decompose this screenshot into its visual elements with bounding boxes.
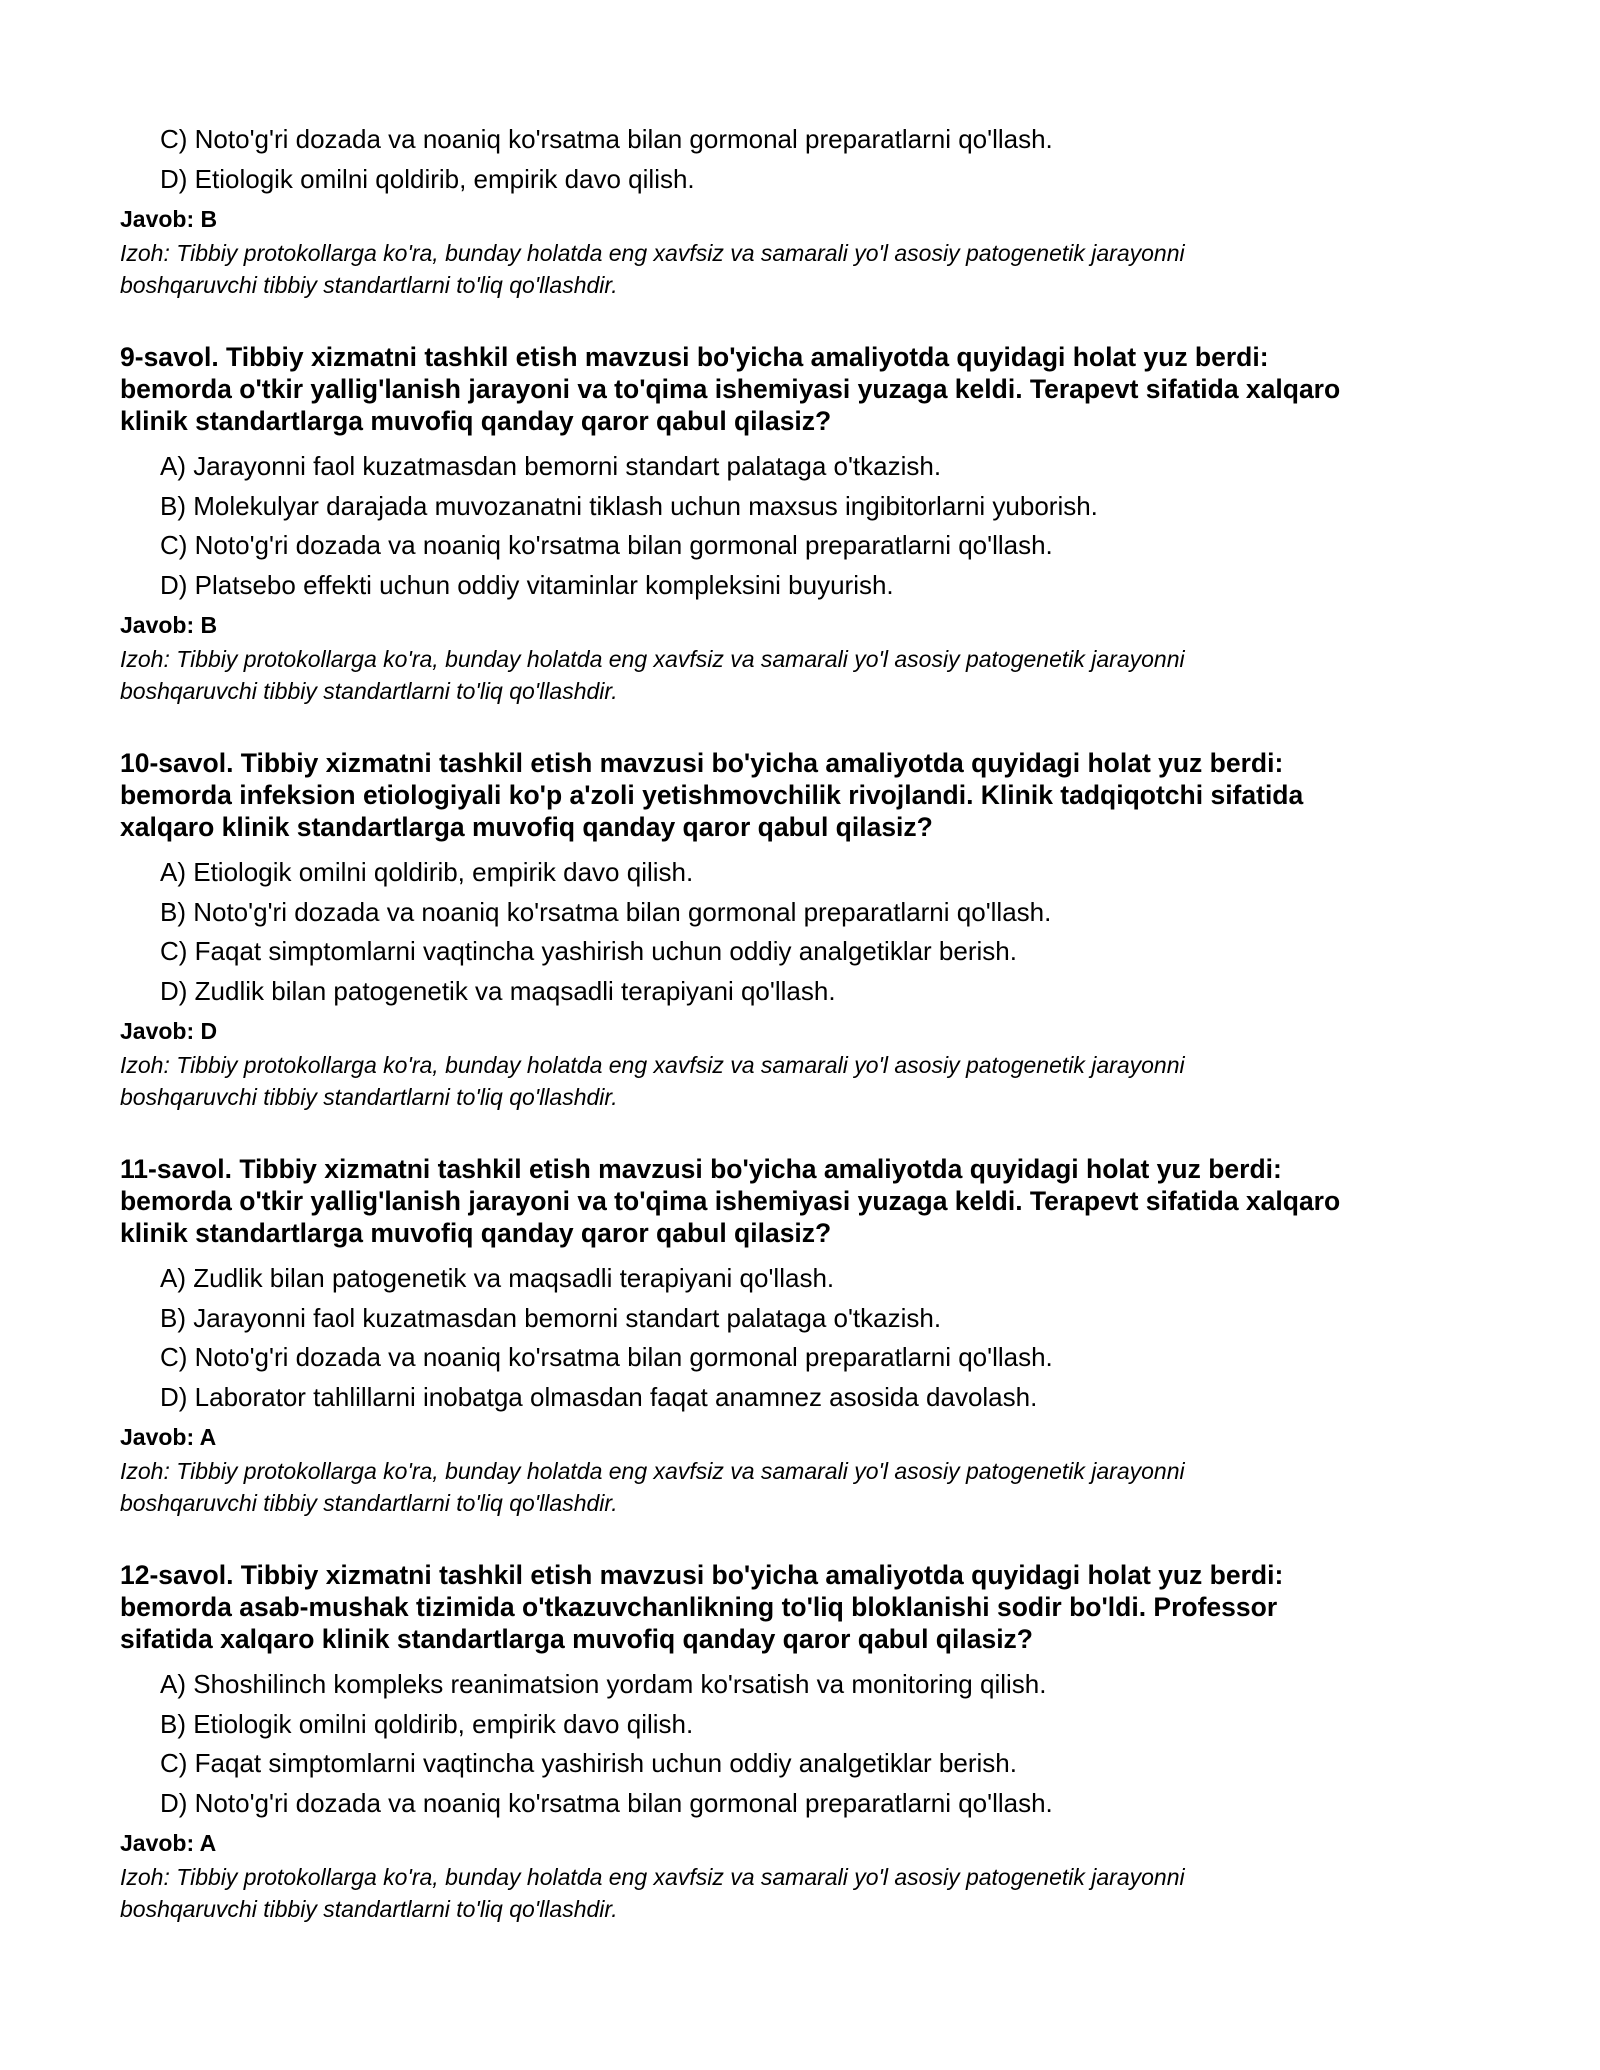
question-title-line: 10-savol. Tibbiy xizmatni tashkil etish mavzusi bo'yicha amaliyotda quyidagi holat yuz berdi: [120,748,1284,778]
explanation-line: Izoh: Tibbiy protokollarga ko'ra, bunday holatda eng xavfsiz va samarali yo'l asosiy patogenetik jarayonni [120,1458,1185,1484]
option-a: A) Shoshilinch kompleks reanimatsion yordam ko'rsatish va monitoring qilish. [160,1669,1047,1699]
option-b: B) Jarayonni faol kuzatmasdan bemorni standart palataga o'tkazish. [160,1302,942,1333]
question-11 [120,1153,1480,1519]
question-9 [120,341,1480,707]
question-title-line: bemorda o'tkir yallig'lanish jarayoni va to'qima ishemiyasi yuzaga keldi. Terapevt sifatida xalqaro [120,374,1341,404]
question-title-line: klinik standartlarga muvofiq qanday qaror qabul qilasiz? [120,1218,832,1248]
option-a: A) Jarayonni faol kuzatmasdan bemorni standart palataga o'tkazish. [160,451,942,481]
explanation-line: Izoh: Tibbiy protokollarga ko'ra, bunday holatda eng xavfsiz va samarali yo'l asosiy patogenetik jarayonni [120,1052,1185,1078]
explanation-line: boshqaruvchi tibbiy standartlarni to'liq qo'llashdir. [120,1083,618,1110]
explanation-line: Izoh: Tibbiy protokollarga ko'ra, bunday holatda eng xavfsiz va samarali yo'l asosiy patogenetik jarayonni [120,1864,1185,1890]
option-c: C) Noto'g'ri dozada va noaniq ko'rsatma bilan gormonal preparatlarni qo'llash. [160,530,1053,560]
option-b: B) Noto'g'ri dozada va noaniq ko'rsatma bilan gormonal preparatlarni qo'llash. [160,896,1052,927]
question-title-line: bemorda asab-mushak tizimida o'tkazuvchanlikning to'liq bloklanishi sodir bo'ldi. Professor [120,1592,1278,1622]
explanation [120,238,1480,301]
question-title [120,747,1480,843]
explanation [120,1050,1480,1113]
option-d: D) Zudlik bilan patogenetik va maqsadli terapiyani qo'llash. [160,975,836,1006]
question-title [120,341,1480,437]
explanation-line: boshqaruvchi tibbiy standartlarni to'liq qo'llashdir. [120,1895,618,1922]
question-title-line: 11-savol. Tibbiy xizmatni tashkil etish mavzusi bo'yicha amaliyotda quyidagi holat yuz berdi: [120,1154,1282,1184]
explanation [120,1862,1480,1925]
answer-label: Javob: B [120,206,218,232]
option-b: B) Etiologik omilni qoldirib, empirik davo qilish. [160,1708,694,1739]
option-c: C) Faqat simptomlarni vaqtincha yashirish uchun oddiy analgetiklar berish. [160,1748,1017,1778]
explanation [120,1456,1480,1519]
option-d: D) Laborator tahlillarni inobatga olmasdan faqat anamnez asosida davolash. [160,1381,1038,1412]
question-10 [120,747,1480,1113]
explanation-line: Izoh: Tibbiy protokollarga ko'ra, bunday holatda eng xavfsiz va samarali yo'l asosiy patogenetik jarayonni [120,240,1185,266]
question-title-line: klinik standartlarga muvofiq qanday qaror qabul qilasiz? [120,406,832,436]
explanation-line: boshqaruvchi tibbiy standartlarni to'liq qo'llashdir. [120,1489,618,1516]
question-12 [120,1559,1480,1925]
question-title-line: sifatida xalqaro klinik standartlarga muvofiq qanday qaror qabul qilasiz? [120,1624,1033,1654]
option-d: D) Etiologik omilni qoldirib, empirik davo qilish. [160,163,695,194]
explanation-line: boshqaruvchi tibbiy standartlarni to'liq qo'llashdir. [120,271,618,298]
question-title-line: bemorda infeksion etiologiyali ko'p a'zoli yetishmovchilik rivojlandi. Klinik tadqiqotchi sifatida [120,780,1304,810]
option-c: C) Noto'g'ri dozada va noaniq ko'rsatma bilan gormonal preparatlarni qo'llash. [160,1342,1053,1372]
option-c: C) Faqat simptomlarni vaqtincha yashirish uchun oddiy analgetiklar berish. [160,936,1017,966]
question-title [120,1559,1480,1655]
question-8-continuation [120,120,1480,301]
question-title [120,1153,1480,1249]
answer-label: Javob: D [120,1018,218,1044]
explanation [120,644,1480,707]
explanation-line: boshqaruvchi tibbiy standartlarni to'liq qo'llashdir. [120,677,618,704]
document-page [120,120,1480,1925]
question-title-line: xalqaro klinik standartlarga muvofiq qanday qaror qabul qilasiz? [120,812,933,842]
answer-label: Javob: B [120,612,218,638]
option-a: A) Etiologik omilni qoldirib, empirik davo qilish. [160,857,694,887]
answer-label: Javob: A [120,1424,217,1450]
option-d: D) Platsebo effekti uchun oddiy vitaminlar kompleksini buyurish. [160,569,894,600]
option-b: B) Molekulyar darajada muvozanatni tiklash uchun maxsus ingibitorlarni yuborish. [160,490,1098,521]
explanation-line: Izoh: Tibbiy protokollarga ko'ra, bunday holatda eng xavfsiz va samarali yo'l asosiy patogenetik jarayonni [120,646,1185,672]
option-d: D) Noto'g'ri dozada va noaniq ko'rsatma bilan gormonal preparatlarni qo'llash. [160,1787,1053,1818]
option-a: A) Zudlik bilan patogenetik va maqsadli terapiyani qo'llash. [160,1263,835,1293]
question-title-line: bemorda o'tkir yallig'lanish jarayoni va to'qima ishemiyasi yuzaga keldi. Terapevt sifatida xalqaro [120,1186,1341,1216]
answer-label: Javob: A [120,1830,217,1856]
option-c: C) Noto'g'ri dozada va noaniq ko'rsatma bilan gormonal preparatlarni qo'llash. [160,124,1053,154]
question-title-line: 9-savol. Tibbiy xizmatni tashkil etish mavzusi bo'yicha amaliyotda quyidagi holat yuz berdi: [120,342,1269,372]
question-title-line: 12-savol. Tibbiy xizmatni tashkil etish mavzusi bo'yicha amaliyotda quyidagi holat yuz berdi: [120,1560,1284,1590]
